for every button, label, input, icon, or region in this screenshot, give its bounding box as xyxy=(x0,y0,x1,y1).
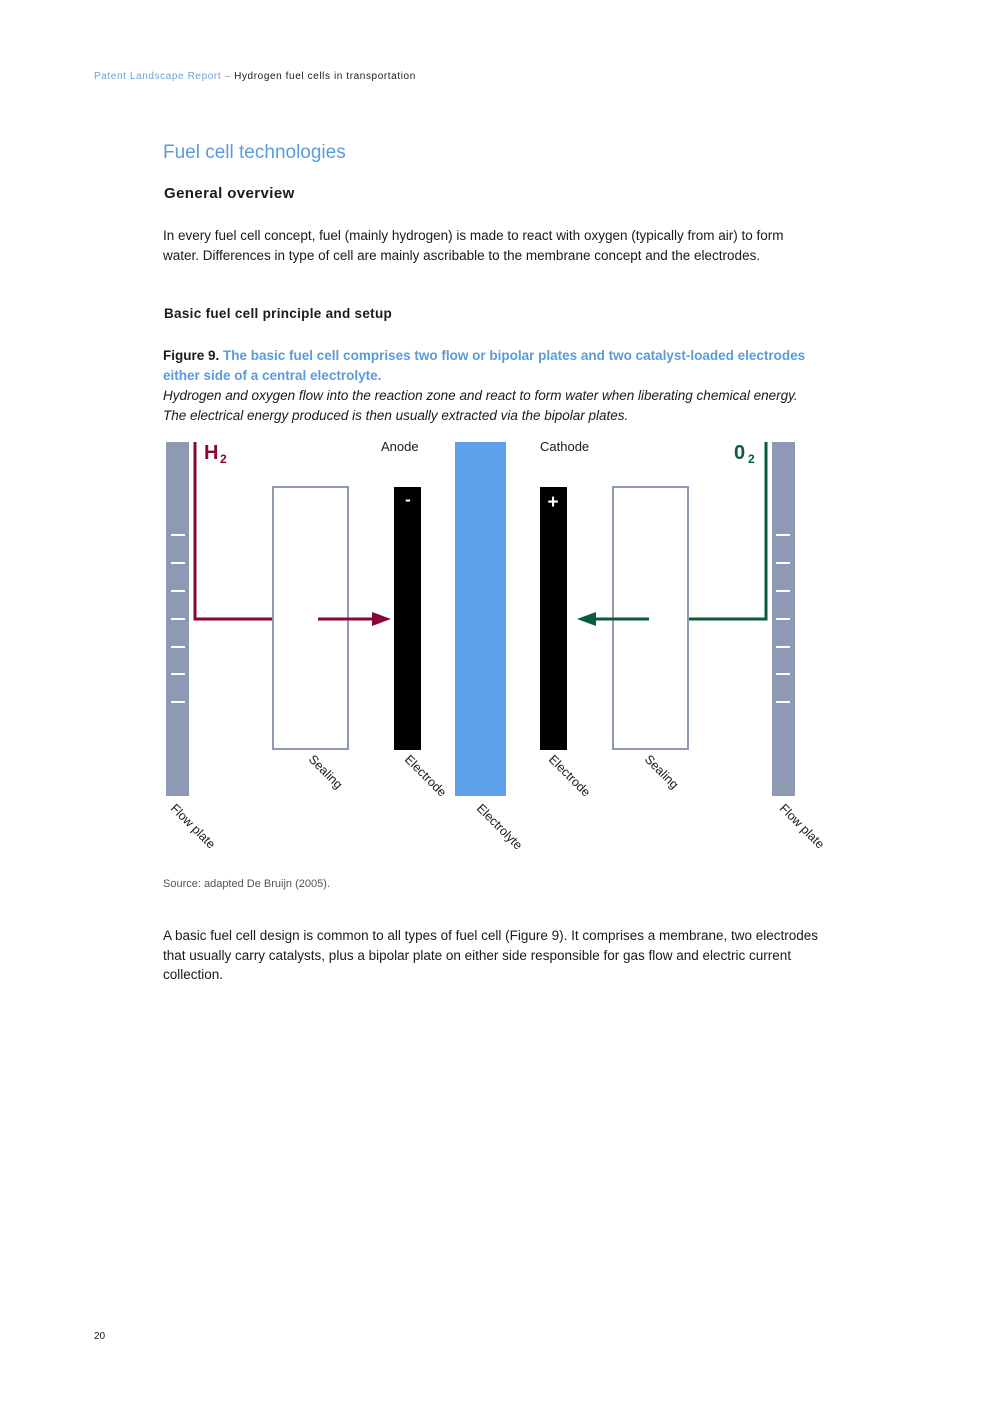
o2-subscript: 2 xyxy=(748,452,755,466)
section-title: Fuel cell technologies xyxy=(163,142,346,163)
o2-label xyxy=(734,442,755,466)
figure-description: Hydrogen and oxygen flow into the reaction zone and react to form water when liberating chemical energy. The electrical energy produced is then usually extracted via the bipolar plates. xyxy=(163,388,798,423)
sealing-left-label: Sealing xyxy=(305,752,346,792)
hydrogen-arrowhead xyxy=(372,612,391,626)
electrolyte-label: Electrolyte xyxy=(473,801,526,853)
figure-source: Source: adapted De Bruijn (2005). xyxy=(163,878,330,890)
subheading: Basic fuel cell principle and setup xyxy=(164,306,393,321)
subsection-title: General overview xyxy=(164,185,295,202)
anode-label: Anode xyxy=(381,439,419,454)
running-header-report: Patent Landscape Report xyxy=(94,71,222,82)
intro-paragraph: In every fuel cell concept, fuel (mainly hydrogen) is made to react with oxygen (typically from air) to form water. Differences in type of cell are mainly ascribable to the membrane concept and the electrodes. xyxy=(163,228,784,263)
flow-plate-left-label: Flow plate xyxy=(167,801,219,852)
oxygen-arrowhead xyxy=(577,612,596,626)
electrode-left-label: Electrode xyxy=(401,752,450,800)
o2-symbol: 0 xyxy=(734,442,746,464)
electrode-anode xyxy=(394,487,421,750)
h2-symbol: H xyxy=(204,442,219,464)
running-header-separator: – xyxy=(221,71,235,82)
minus-sign: - xyxy=(405,490,411,509)
hydrogen-flow-line xyxy=(195,442,272,619)
electrode-right-label: Electrode xyxy=(545,752,594,800)
sealing-right-label: Sealing xyxy=(641,752,682,792)
oxygen-flow-line xyxy=(689,442,766,619)
closing-paragraph: A basic fuel cell design is common to all types of fuel cell (Figure 9). It comprises a membrane, two electrodes that usually carry catalysts, plus a bipolar plate on either side responsible for gas flow and electric current collection. xyxy=(163,928,819,983)
electrolyte xyxy=(455,442,506,796)
h2-label xyxy=(204,442,227,466)
flow-plate-right-label: Flow plate xyxy=(776,801,828,852)
cathode-label: Cathode xyxy=(540,439,590,454)
electrode-cathode xyxy=(540,487,567,750)
h2-subscript: 2 xyxy=(220,452,227,466)
figure-title: The basic fuel cell comprises two flow or bipolar plates and two catalyst-loaded electrodes either side of a central electrolyte. xyxy=(163,348,806,383)
running-header-topic: Hydrogen fuel cells in transportation xyxy=(234,71,416,82)
plus-sign: + xyxy=(547,492,559,513)
page-number: 20 xyxy=(94,1331,106,1342)
figure-label: Figure 9. xyxy=(163,348,224,363)
